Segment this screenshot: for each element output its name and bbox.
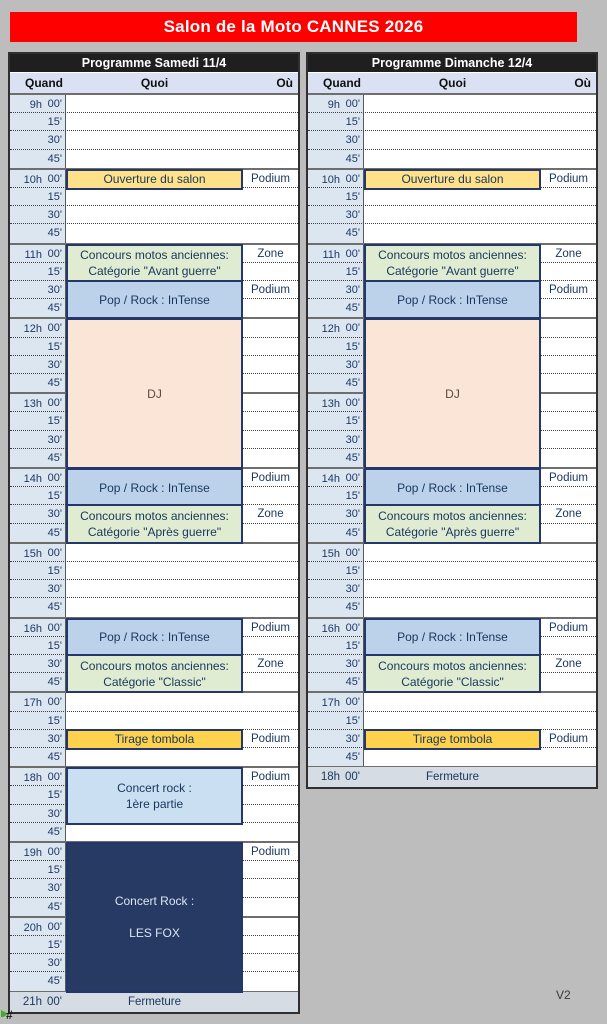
event-text-line: Concours motos anciennes: [80,248,229,263]
location-label: Zone [555,247,582,260]
closing-minute: 00' [345,771,360,784]
minute-label: 00' [47,771,62,784]
column-header-row [10,73,298,93]
event-text-line: Ouverture du salon [103,172,206,187]
hour-label: 19h [23,847,42,859]
minute-label: 30' [345,583,360,596]
closing-minute: 00' [47,995,62,1008]
minute-label: 00' [47,172,62,185]
time-grid [308,93,596,766]
minute-label: 00' [47,546,62,559]
minute-label: 30' [47,732,62,745]
title-banner [10,12,577,42]
col-header-what: Quoi [438,76,467,90]
event-block [66,244,243,283]
hour-label: 18h [23,772,42,785]
minute-label: 45' [47,975,62,988]
minute-label: 15' [47,340,62,353]
event-text-line: Catégorie "Après guerre" [87,525,222,540]
closing-hour: 21h [22,995,42,1008]
minute-label: 30' [47,209,62,222]
minute-label: 15' [47,490,62,503]
minute-label: 45' [47,451,62,464]
minute-label: 45' [47,526,62,539]
minute-label: 45' [345,676,360,689]
location-label: Podium [549,172,588,185]
minute-label: 30' [47,508,62,521]
minute-label: 15' [345,490,360,503]
col-header-where: Où [276,76,293,90]
minute-label: 00' [47,98,62,110]
day-header: Programme Dimanche 12/4 [308,54,596,73]
minute-label: 00' [47,621,62,634]
minute-label: 15' [47,415,62,428]
minute-label: 45' [47,676,62,689]
minute-label: 45' [47,377,62,389]
minute-label: 00' [47,472,62,484]
col-header-where: Où [574,76,591,90]
event-text-line: Catégorie "Classic" [103,674,206,689]
closing-row [308,766,596,787]
minute-label: 45' [345,751,360,763]
location-label: Podium [251,472,290,484]
event-text-line: Catégorie "Avant guerre" [386,264,519,279]
hour-label: 9h [327,99,340,111]
minute-label: 45' [345,152,360,165]
minute-label: 45' [345,601,360,614]
event-text-line: 1ère partie [125,796,184,811]
closing-label: Fermeture [127,995,182,1008]
minute-label: 30' [345,508,360,521]
day-header: Programme Samedi 11/4 [10,54,298,73]
minute-label: 30' [47,658,62,670]
minute-label: 30' [345,433,360,446]
event-block [364,468,541,507]
hour-label: 13h [23,398,42,411]
location-label: Podium [251,621,290,634]
minute-label: 30' [47,284,62,296]
hour-label: 10h [321,173,340,186]
minute-label: 00' [345,397,360,410]
col-header-when: Quand [323,76,361,90]
minute-label: 00' [345,172,360,185]
event-text-line: Pop / Rock : InTense [397,292,508,307]
col-header-when: Quand [25,76,63,90]
event-block [66,280,243,319]
location-label: Podium [549,732,588,745]
event-block [66,169,243,190]
minute-label: 15' [345,340,360,353]
col-header-what: Quoi [140,76,169,90]
minute-label: 30' [47,957,62,970]
hour-label: 17h [321,697,340,710]
hour-label: 15h [23,547,42,560]
event-block [364,280,541,319]
event-text-line: Concours motos anciennes: [378,248,527,263]
hour-label: 14h [321,473,340,485]
event-block [364,729,541,750]
minute-label: 45' [47,900,62,913]
minute-label: 30' [47,807,62,820]
minute-label: 15' [47,939,62,951]
minute-label: 30' [345,358,360,371]
closing-label: Fermeture [425,771,480,784]
minute-label: 45' [47,601,62,614]
minute-label: 00' [345,696,360,709]
minute-label: 45' [47,751,62,763]
minute-label: 00' [345,98,360,110]
hour-label: 10h [23,173,42,186]
event-block [66,842,243,993]
minute-label: 45' [47,152,62,165]
minute-label: 00' [47,397,62,410]
minute-label: 15' [345,714,360,727]
location-label: Podium [251,172,290,185]
event-text-line: Tirage tombola [114,732,195,747]
minute-label: 00' [345,621,360,634]
version-label: V2 [556,988,571,1002]
minute-label: 30' [345,732,360,745]
minute-label: 00' [47,846,62,858]
location-label: Zone [555,508,582,521]
event-block [364,654,541,693]
hour-label: 17h [23,697,42,710]
minute-label: 30' [345,134,360,147]
excel-corner-artifact [1,1008,17,1022]
event-block [364,169,541,190]
minute-label: 15' [47,639,62,652]
event-text-line: Pop / Rock : InTense [99,630,210,645]
minute-label: 30' [47,358,62,371]
minute-label: 45' [345,526,360,539]
minute-label: 15' [345,565,360,577]
event-block [364,504,541,543]
hour-label: 16h [23,622,42,635]
hour-label: 15h [321,547,340,560]
hash-glyph: # [6,1008,13,1022]
event-text-line: Concert Rock : [114,894,195,909]
event-text-line: Catégorie "Après guerre" [385,525,520,540]
event-block [66,504,243,543]
minute-label: 15' [47,714,62,727]
minute-label: 15' [47,265,62,278]
location-label: Zone [257,247,284,260]
event-block [66,729,243,750]
event-text-line: Pop / Rock : InTense [99,292,210,307]
minute-label: 30' [47,134,62,147]
event-block [364,618,541,657]
location-label: Podium [549,621,588,634]
hour-label: 11h [24,248,42,261]
location-label: Podium [549,472,588,484]
minute-label: 00' [47,247,62,260]
minute-label: 00' [47,322,62,335]
location-label: Zone [257,658,284,670]
hour-label: 20h [23,921,42,934]
minute-label: 45' [47,302,62,315]
minute-label: 30' [47,433,62,446]
event-block [364,244,541,283]
minute-label: 45' [345,377,360,389]
minute-label: 15' [47,864,62,877]
minute-label: 15' [345,116,360,129]
minute-label: 00' [345,472,360,484]
minute-label: 15' [47,565,62,577]
minute-label: 00' [47,696,62,709]
location-label: Zone [257,508,284,521]
event-text-line: Concours motos anciennes: [378,658,527,673]
minute-label: 30' [47,583,62,596]
minute-label: 00' [47,920,62,933]
event-text-line: LES FOX [129,926,180,941]
day-table-1 [306,52,598,789]
location-label: Podium [251,846,290,858]
column-header-row [308,73,596,93]
event-text-line: Pop / Rock : InTense [99,480,210,495]
location-label: Podium [251,284,290,296]
minute-label: 15' [345,265,360,278]
hour-label: 12h [23,323,42,336]
minute-label: 15' [47,789,62,802]
hour-label: 13h [321,398,340,411]
event-block [66,618,243,657]
event-text-line: Pop / Rock : InTense [397,630,508,645]
minute-label: 30' [47,882,62,895]
time-grid [10,93,298,991]
minute-label: 00' [345,247,360,260]
minute-label: 45' [47,825,62,838]
event-text-line: Ouverture du salon [401,172,504,187]
minute-label: 30' [345,284,360,296]
event-text-line: DJ [445,386,460,401]
minute-label: 15' [47,191,62,203]
event-text-line: Concours motos anciennes: [378,509,527,524]
minute-label: 30' [345,658,360,670]
minute-label: 15' [345,639,360,652]
closing-row [10,991,298,1012]
event-block [364,318,541,469]
minute-label: 15' [345,191,360,203]
event-text-line: Catégorie "Avant guerre" [88,264,221,279]
event-text-line: Catégorie "Classic" [401,674,504,689]
event-text-line: Concours motos anciennes: [80,658,229,673]
event-text-line: Pop / Rock : InTense [397,480,508,495]
hour-label: 12h [321,323,340,336]
location-label: Podium [251,732,290,745]
minute-label: 15' [47,116,62,129]
event-block [66,318,243,469]
minute-label: 45' [345,227,360,240]
page-title: Salon de la Moto CANNES 2026 [163,17,424,36]
event-block [66,468,243,507]
hour-label: 16h [321,622,340,635]
event-block [66,767,243,825]
minute-label: 45' [345,302,360,315]
hour-label: 11h [322,248,340,261]
event-text-line: Concert rock : [117,780,192,795]
day-table-0 [8,52,300,1014]
minute-label: 45' [47,227,62,240]
hour-label: 14h [23,473,42,485]
minute-label: 15' [345,415,360,428]
minute-label: 45' [345,451,360,464]
minute-label: 30' [345,209,360,222]
event-text-line: Tirage tombola [412,732,493,747]
event-block [66,654,243,693]
location-label: Podium [251,771,290,784]
location-label: Zone [555,658,582,670]
closing-hour: 18h [320,771,340,784]
event-text-line: Concours motos anciennes: [80,509,229,524]
location-label: Podium [549,284,588,296]
minute-label: 00' [345,322,360,335]
event-text-line: DJ [147,386,162,401]
minute-label: 00' [345,546,360,559]
hour-label: 9h [29,99,42,111]
